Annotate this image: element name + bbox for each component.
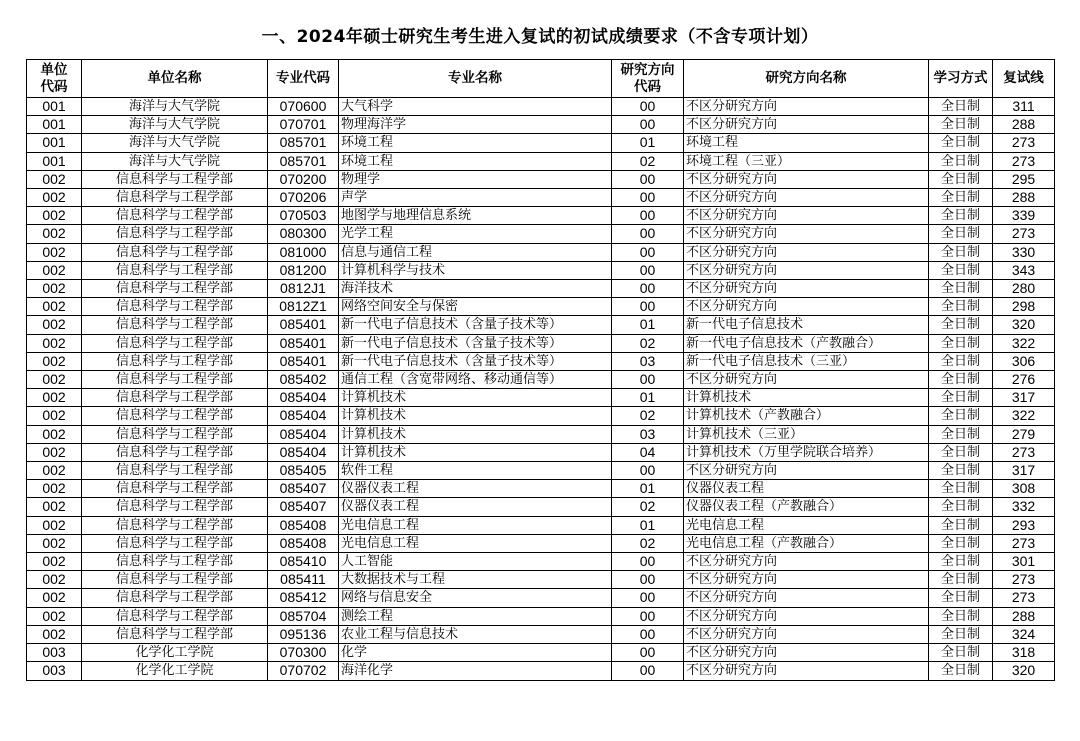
cell-major-name: 计算机技术 (339, 425, 612, 443)
cell-study-mode: 全日制 (929, 553, 993, 571)
cell-study-mode: 全日制 (929, 607, 993, 625)
cell-major-name: 新一代电子信息技术（含量子技术等） (339, 334, 612, 352)
cell-major-code: 085404 (268, 425, 339, 443)
cell-unit-name: 信息科学与工程学部 (82, 298, 268, 316)
cell-direction-name: 不区分研究方向 (684, 298, 929, 316)
cell-direction-code: 03 (612, 425, 684, 443)
cell-score-line: 301 (993, 553, 1055, 571)
cell-unit-name: 化学化工学院 (82, 644, 268, 662)
cell-unit-code: 002 (27, 443, 82, 461)
cell-score-line: 322 (993, 334, 1055, 352)
table-row (27, 571, 1055, 589)
cell-direction-name: 不区分研究方向 (684, 261, 929, 279)
cell-direction-code: 00 (612, 98, 684, 116)
table-row (27, 443, 1055, 461)
cell-unit-code: 002 (27, 498, 82, 516)
cell-unit-name: 信息科学与工程学部 (82, 316, 268, 334)
cell-direction-name: 不区分研究方向 (684, 98, 929, 116)
cell-study-mode: 全日制 (929, 316, 993, 334)
cell-score-line: 332 (993, 498, 1055, 516)
cell-direction-name: 不区分研究方向 (684, 662, 929, 680)
cell-unit-name: 信息科学与工程学部 (82, 352, 268, 370)
cell-unit-name: 信息科学与工程学部 (82, 225, 268, 243)
cell-major-name: 计算机技术 (339, 389, 612, 407)
cell-major-code: 0812J1 (268, 280, 339, 298)
cell-direction-code: 00 (612, 662, 684, 680)
cell-major-name: 海洋技术 (339, 280, 612, 298)
cell-major-code: 085410 (268, 553, 339, 571)
cell-score-line: 320 (993, 316, 1055, 334)
cell-unit-name: 信息科学与工程学部 (82, 534, 268, 552)
cell-score-line: 273 (993, 225, 1055, 243)
cell-unit-name: 信息科学与工程学部 (82, 261, 268, 279)
cell-major-code: 080300 (268, 225, 339, 243)
cell-study-mode: 全日制 (929, 389, 993, 407)
cell-direction-name: 仪器仪表工程（产教融合） (684, 498, 929, 516)
table-row (27, 280, 1055, 298)
header-unit-code: 单位 代码 (27, 60, 82, 98)
cell-study-mode: 全日制 (929, 116, 993, 134)
cell-score-line: 322 (993, 407, 1055, 425)
cell-direction-code: 00 (612, 371, 684, 389)
cell-major-name: 仪器仪表工程 (339, 498, 612, 516)
cell-unit-name: 信息科学与工程学部 (82, 407, 268, 425)
cell-major-name: 测绘工程 (339, 607, 612, 625)
cell-direction-name: 计算机技术 (684, 389, 929, 407)
cell-direction-name: 不区分研究方向 (684, 225, 929, 243)
cell-direction-name: 光电信息工程 (684, 516, 929, 534)
cell-score-line: 288 (993, 189, 1055, 207)
cell-direction-name: 不区分研究方向 (684, 625, 929, 643)
cell-study-mode: 全日制 (929, 443, 993, 461)
cell-direction-name: 不区分研究方向 (684, 170, 929, 188)
header-direction-code: 研究方向 代码 (612, 60, 684, 98)
cell-major-code: 085405 (268, 462, 339, 480)
cell-direction-code: 02 (612, 152, 684, 170)
cell-unit-code: 002 (27, 316, 82, 334)
table-row (27, 625, 1055, 643)
cell-major-code: 085704 (268, 607, 339, 625)
cell-unit-name: 信息科学与工程学部 (82, 553, 268, 571)
table-row (27, 480, 1055, 498)
header-direction-name: 研究方向名称 (684, 60, 929, 98)
table-row (27, 407, 1055, 425)
table-row (27, 352, 1055, 370)
cell-study-mode: 全日制 (929, 498, 993, 516)
cell-major-code: 081200 (268, 261, 339, 279)
cell-unit-code: 002 (27, 280, 82, 298)
cell-score-line: 308 (993, 480, 1055, 498)
table-row (27, 298, 1055, 316)
cell-study-mode: 全日制 (929, 189, 993, 207)
cell-unit-name: 信息科学与工程学部 (82, 243, 268, 261)
cell-major-code: 070206 (268, 189, 339, 207)
header-score-line: 复试线 (993, 60, 1055, 98)
cell-unit-code: 002 (27, 589, 82, 607)
cell-study-mode: 全日制 (929, 334, 993, 352)
cell-score-line: 273 (993, 152, 1055, 170)
table-row (27, 170, 1055, 188)
cell-major-name: 计算机技术 (339, 407, 612, 425)
cell-unit-name: 海洋与大气学院 (82, 98, 268, 116)
cell-score-line: 280 (993, 280, 1055, 298)
cell-major-name: 光学工程 (339, 225, 612, 243)
cell-major-code: 070300 (268, 644, 339, 662)
cell-major-code: 085411 (268, 571, 339, 589)
cell-score-line: 311 (993, 98, 1055, 116)
cell-direction-code: 00 (612, 571, 684, 589)
cell-major-code: 085701 (268, 134, 339, 152)
cell-score-line: 273 (993, 443, 1055, 461)
table-row (27, 425, 1055, 443)
cell-unit-code: 003 (27, 662, 82, 680)
table-row (27, 662, 1055, 680)
cell-major-name: 农业工程与信息技术 (339, 625, 612, 643)
cell-major-code: 085407 (268, 498, 339, 516)
cell-major-code: 085404 (268, 389, 339, 407)
cell-direction-name: 不区分研究方向 (684, 371, 929, 389)
table-row (27, 498, 1055, 516)
cell-direction-name: 不区分研究方向 (684, 116, 929, 134)
cell-unit-name: 海洋与大气学院 (82, 134, 268, 152)
cell-direction-code: 00 (612, 261, 684, 279)
cell-unit-name: 信息科学与工程学部 (82, 589, 268, 607)
cell-major-name: 仪器仪表工程 (339, 480, 612, 498)
cell-unit-code: 002 (27, 334, 82, 352)
cell-unit-name: 海洋与大气学院 (82, 152, 268, 170)
cell-study-mode: 全日制 (929, 407, 993, 425)
cell-score-line: 330 (993, 243, 1055, 261)
cell-study-mode: 全日制 (929, 480, 993, 498)
cell-major-name: 大气科学 (339, 98, 612, 116)
cell-direction-code: 00 (612, 607, 684, 625)
cell-major-name: 海洋化学 (339, 662, 612, 680)
cell-unit-code: 002 (27, 425, 82, 443)
cell-direction-code: 03 (612, 352, 684, 370)
header-major-name: 专业名称 (339, 60, 612, 98)
cell-major-name: 光电信息工程 (339, 534, 612, 552)
cell-direction-code: 00 (612, 189, 684, 207)
cell-direction-name: 不区分研究方向 (684, 644, 929, 662)
cell-direction-name: 计算机技术（产教融合） (684, 407, 929, 425)
cell-study-mode: 全日制 (929, 516, 993, 534)
cell-direction-code: 00 (612, 207, 684, 225)
cell-unit-code: 002 (27, 389, 82, 407)
cell-unit-code: 001 (27, 134, 82, 152)
cell-direction-code: 01 (612, 516, 684, 534)
cell-direction-name: 不区分研究方向 (684, 243, 929, 261)
cell-major-name: 软件工程 (339, 462, 612, 480)
cell-major-code: 070503 (268, 207, 339, 225)
table-row (27, 134, 1055, 152)
cell-score-line: 293 (993, 516, 1055, 534)
cell-score-line: 279 (993, 425, 1055, 443)
cell-direction-name: 不区分研究方向 (684, 207, 929, 225)
cell-major-code: 095136 (268, 625, 339, 643)
header-major-code: 专业代码 (268, 60, 339, 98)
cell-study-mode: 全日制 (929, 243, 993, 261)
cell-direction-code: 00 (612, 116, 684, 134)
cell-major-code: 070702 (268, 662, 339, 680)
cell-direction-code: 01 (612, 134, 684, 152)
cell-study-mode: 全日制 (929, 571, 993, 589)
cell-unit-code: 002 (27, 407, 82, 425)
cell-score-line: 288 (993, 116, 1055, 134)
cell-unit-name: 信息科学与工程学部 (82, 462, 268, 480)
cell-direction-code: 01 (612, 389, 684, 407)
cell-direction-name: 仪器仪表工程 (684, 480, 929, 498)
cell-major-code: 085401 (268, 316, 339, 334)
cell-direction-code: 00 (612, 243, 684, 261)
cell-unit-name: 化学化工学院 (82, 662, 268, 680)
cell-major-name: 计算机技术 (339, 443, 612, 461)
score-requirements-table (26, 59, 1055, 681)
cell-unit-code: 001 (27, 152, 82, 170)
table-row (27, 152, 1055, 170)
cell-direction-code: 02 (612, 498, 684, 516)
table-row (27, 189, 1055, 207)
cell-unit-name: 信息科学与工程学部 (82, 607, 268, 625)
cell-score-line: 317 (993, 462, 1055, 480)
table-row (27, 516, 1055, 534)
cell-unit-code: 002 (27, 462, 82, 480)
cell-major-code: 070701 (268, 116, 339, 134)
cell-major-code: 085402 (268, 371, 339, 389)
cell-direction-name: 计算机技术（万里学院联合培养） (684, 443, 929, 461)
cell-major-code: 070200 (268, 170, 339, 188)
cell-major-name: 光电信息工程 (339, 516, 612, 534)
cell-major-name: 化学 (339, 644, 612, 662)
cell-unit-code: 002 (27, 571, 82, 589)
cell-major-name: 计算机科学与技术 (339, 261, 612, 279)
cell-direction-code: 00 (612, 170, 684, 188)
cell-direction-code: 02 (612, 534, 684, 552)
cell-unit-code: 002 (27, 261, 82, 279)
cell-direction-code: 00 (612, 553, 684, 571)
cell-score-line: 273 (993, 134, 1055, 152)
cell-direction-code: 00 (612, 462, 684, 480)
cell-study-mode: 全日制 (929, 625, 993, 643)
page-title: 一、2024年硕士研究生考生进入复试的初试成绩要求（不含专项计划） (261, 27, 819, 47)
cell-unit-code: 002 (27, 225, 82, 243)
cell-unit-name: 信息科学与工程学部 (82, 334, 268, 352)
table-row (27, 462, 1055, 480)
cell-unit-name: 信息科学与工程学部 (82, 371, 268, 389)
cell-study-mode: 全日制 (929, 534, 993, 552)
cell-study-mode: 全日制 (929, 298, 993, 316)
cell-unit-name: 信息科学与工程学部 (82, 170, 268, 188)
table-row (27, 243, 1055, 261)
cell-major-code: 085407 (268, 480, 339, 498)
cell-major-name: 地图学与地理信息系统 (339, 207, 612, 225)
cell-unit-name: 信息科学与工程学部 (82, 625, 268, 643)
cell-direction-name: 不区分研究方向 (684, 280, 929, 298)
cell-study-mode: 全日制 (929, 98, 993, 116)
cell-direction-name: 新一代电子信息技术 (684, 316, 929, 334)
cell-major-code: 085404 (268, 407, 339, 425)
cell-major-name: 人工智能 (339, 553, 612, 571)
cell-direction-code: 00 (612, 225, 684, 243)
cell-study-mode: 全日制 (929, 280, 993, 298)
cell-score-line: 273 (993, 534, 1055, 552)
table-row (27, 534, 1055, 552)
cell-score-line: 320 (993, 662, 1055, 680)
table-header-row (27, 60, 1055, 98)
cell-study-mode: 全日制 (929, 425, 993, 443)
cell-score-line: 343 (993, 261, 1055, 279)
cell-unit-code: 001 (27, 116, 82, 134)
cell-major-code: 085404 (268, 443, 339, 461)
cell-direction-code: 04 (612, 443, 684, 461)
cell-unit-code: 002 (27, 534, 82, 552)
cell-major-name: 物理学 (339, 170, 612, 188)
cell-major-name: 通信工程（含宽带网络、移动通信等） (339, 371, 612, 389)
cell-direction-name: 新一代电子信息技术（三亚） (684, 352, 929, 370)
cell-direction-code: 00 (612, 644, 684, 662)
cell-study-mode: 全日制 (929, 352, 993, 370)
cell-major-code: 085408 (268, 534, 339, 552)
cell-direction-name: 新一代电子信息技术（产教融合） (684, 334, 929, 352)
cell-unit-name: 信息科学与工程学部 (82, 498, 268, 516)
cell-major-name: 信息与通信工程 (339, 243, 612, 261)
cell-direction-code: 00 (612, 625, 684, 643)
cell-study-mode: 全日制 (929, 152, 993, 170)
cell-unit-name: 海洋与大气学院 (82, 116, 268, 134)
cell-major-code: 070600 (268, 98, 339, 116)
cell-study-mode: 全日制 (929, 170, 993, 188)
cell-direction-name: 不区分研究方向 (684, 589, 929, 607)
cell-major-name: 新一代电子信息技术（含量子技术等） (339, 316, 612, 334)
cell-score-line: 324 (993, 625, 1055, 643)
cell-unit-code: 002 (27, 553, 82, 571)
table-row (27, 261, 1055, 279)
cell-study-mode: 全日制 (929, 207, 993, 225)
table-row (27, 316, 1055, 334)
cell-direction-code: 02 (612, 334, 684, 352)
table-row (27, 334, 1055, 352)
cell-direction-code: 00 (612, 589, 684, 607)
table-row (27, 389, 1055, 407)
header-unit-name: 单位名称 (82, 60, 268, 98)
cell-major-name: 新一代电子信息技术（含量子技术等） (339, 352, 612, 370)
cell-unit-code: 002 (27, 243, 82, 261)
header-study-mode: 学习方式 (929, 60, 993, 98)
cell-major-code: 081000 (268, 243, 339, 261)
cell-direction-code: 00 (612, 298, 684, 316)
cell-study-mode: 全日制 (929, 462, 993, 480)
table-row (27, 589, 1055, 607)
cell-unit-name: 信息科学与工程学部 (82, 389, 268, 407)
table-row (27, 553, 1055, 571)
cell-direction-name: 环境工程（三亚） (684, 152, 929, 170)
cell-major-name: 环境工程 (339, 134, 612, 152)
cell-unit-code: 002 (27, 170, 82, 188)
cell-major-code: 0812Z1 (268, 298, 339, 316)
cell-study-mode: 全日制 (929, 225, 993, 243)
cell-major-name: 声学 (339, 189, 612, 207)
table-row (27, 371, 1055, 389)
cell-score-line: 339 (993, 207, 1055, 225)
cell-direction-code: 02 (612, 407, 684, 425)
cell-score-line: 276 (993, 371, 1055, 389)
table-row (27, 207, 1055, 225)
cell-direction-code: 01 (612, 316, 684, 334)
cell-direction-name: 不区分研究方向 (684, 189, 929, 207)
cell-direction-name: 不区分研究方向 (684, 462, 929, 480)
cell-study-mode: 全日制 (929, 589, 993, 607)
cell-score-line: 306 (993, 352, 1055, 370)
cell-major-name: 网络空间安全与保密 (339, 298, 612, 316)
cell-score-line: 273 (993, 589, 1055, 607)
cell-score-line: 288 (993, 607, 1055, 625)
cell-unit-name: 信息科学与工程学部 (82, 443, 268, 461)
cell-unit-code: 002 (27, 607, 82, 625)
cell-unit-name: 信息科学与工程学部 (82, 425, 268, 443)
cell-direction-name: 计算机技术（三亚） (684, 425, 929, 443)
cell-major-code: 085401 (268, 352, 339, 370)
cell-unit-name: 信息科学与工程学部 (82, 516, 268, 534)
cell-score-line: 298 (993, 298, 1055, 316)
cell-unit-code: 002 (27, 352, 82, 370)
cell-unit-code: 002 (27, 189, 82, 207)
cell-unit-name: 信息科学与工程学部 (82, 571, 268, 589)
table-row (27, 607, 1055, 625)
cell-major-code: 085401 (268, 334, 339, 352)
cell-major-code: 085408 (268, 516, 339, 534)
cell-study-mode: 全日制 (929, 644, 993, 662)
cell-study-mode: 全日制 (929, 261, 993, 279)
cell-study-mode: 全日制 (929, 371, 993, 389)
cell-direction-code: 00 (612, 280, 684, 298)
cell-unit-name: 信息科学与工程学部 (82, 480, 268, 498)
cell-major-name: 物理海洋学 (339, 116, 612, 134)
cell-direction-name: 不区分研究方向 (684, 553, 929, 571)
cell-study-mode: 全日制 (929, 134, 993, 152)
cell-unit-code: 002 (27, 480, 82, 498)
cell-direction-name: 不区分研究方向 (684, 571, 929, 589)
cell-major-name: 网络与信息安全 (339, 589, 612, 607)
cell-unit-code: 003 (27, 644, 82, 662)
cell-unit-name: 信息科学与工程学部 (82, 189, 268, 207)
cell-major-code: 085701 (268, 152, 339, 170)
cell-unit-name: 信息科学与工程学部 (82, 207, 268, 225)
cell-score-line: 318 (993, 644, 1055, 662)
cell-unit-code: 002 (27, 371, 82, 389)
cell-unit-code: 001 (27, 98, 82, 116)
cell-direction-name: 光电信息工程（产教融合） (684, 534, 929, 552)
cell-unit-code: 002 (27, 516, 82, 534)
cell-unit-code: 002 (27, 625, 82, 643)
cell-score-line: 273 (993, 571, 1055, 589)
cell-unit-name: 信息科学与工程学部 (82, 280, 268, 298)
table-row (27, 225, 1055, 243)
cell-score-line: 317 (993, 389, 1055, 407)
table-row (27, 98, 1055, 116)
cell-direction-name: 不区分研究方向 (684, 607, 929, 625)
cell-direction-code: 01 (612, 480, 684, 498)
cell-study-mode: 全日制 (929, 662, 993, 680)
cell-unit-code: 002 (27, 207, 82, 225)
table-row (27, 116, 1055, 134)
cell-major-name: 环境工程 (339, 152, 612, 170)
table-row (27, 644, 1055, 662)
cell-score-line: 295 (993, 170, 1055, 188)
cell-direction-name: 环境工程 (684, 134, 929, 152)
cell-major-name: 大数据技术与工程 (339, 571, 612, 589)
cell-unit-code: 002 (27, 298, 82, 316)
cell-major-code: 085412 (268, 589, 339, 607)
